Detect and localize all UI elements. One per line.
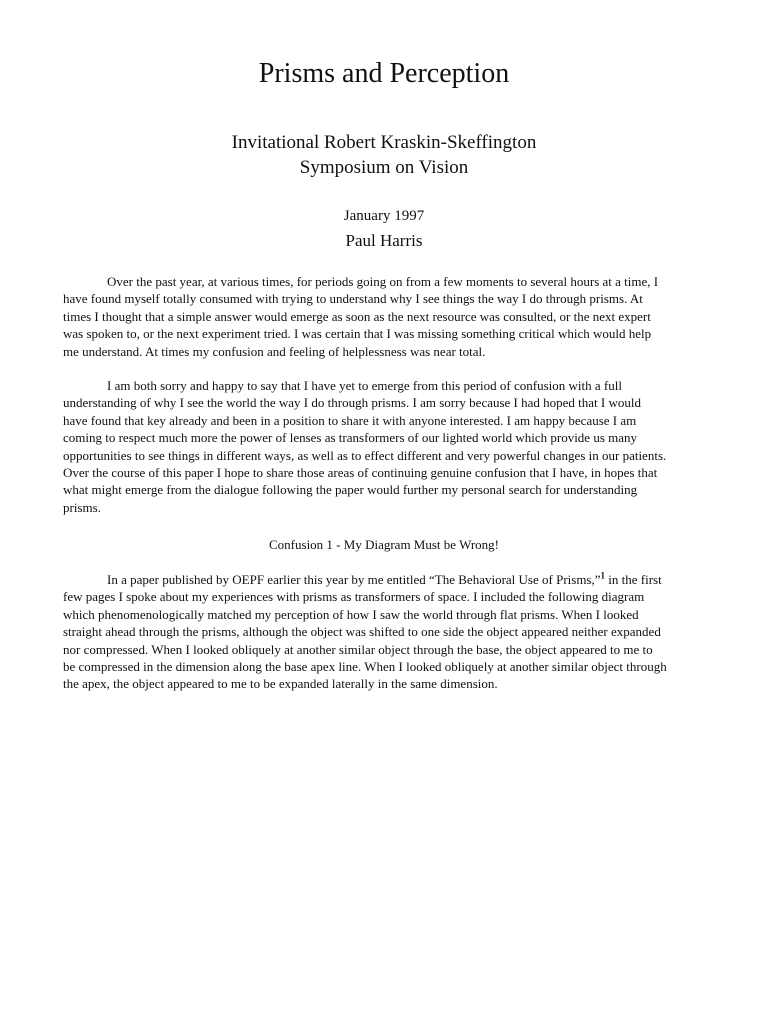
citation-text: In a paper published by OEPF earlier this year by me entitled “The Behavioral Use of Prisms,” xyxy=(107,572,601,587)
paragraph-line: straight ahead through the prisms, although the object was shifted to one side the object appeared neither expanded xyxy=(63,624,661,640)
subtitle-line: Invitational Robert Kraskin-Skeffington xyxy=(231,132,537,153)
paragraph-intro xyxy=(63,273,709,360)
paragraph-line: what might emerge from the dialogue following the paper would further my personal search for understanding xyxy=(63,482,638,498)
footnote-marker[interactable]: 1 xyxy=(600,570,606,581)
document-title: Prisms and Perception xyxy=(258,58,510,89)
paragraph-line: be compressed in the dimension along the base apex line. When I looked obliquely at another similar object through xyxy=(63,659,667,675)
paragraph-line: I am both sorry and happy to say that I have yet to emerge from this period of confusion with a full xyxy=(107,378,622,393)
paragraph-line: have found that key already and been in a position to share it with anyone interested. I am happy because I am xyxy=(63,412,637,428)
paragraph-line: which phenomenologically matched my perception of how I saw the world through flat prisms. When I looked xyxy=(63,606,639,622)
document-author: Paul Harris xyxy=(345,231,423,250)
paragraph-line xyxy=(63,571,709,588)
paragraph-line: the apex, the object appeared to me to be expanded laterally in the same dimension. xyxy=(63,676,498,692)
paragraph-sorry-happy xyxy=(63,377,709,516)
citation-continuation: in the first xyxy=(605,572,662,587)
subtitle-line: Symposium on Vision xyxy=(299,157,469,178)
paragraph-line: coming to respect much more the power of lenses as transformers of our lighted world which provide us many xyxy=(63,430,638,446)
paragraph-line: nor compressed. When I looked obliquely at another similar object through the base, the object appeared to me to xyxy=(63,641,653,657)
paragraph-line: times I thought that a simple answer would emerge as soon as the next resource was consulted, or the next expert xyxy=(63,308,651,324)
paragraph-line: few pages I spoke about my experiences with prisms as transformers of space. I included the following diagram xyxy=(63,589,645,605)
paragraph-line: have found myself totally consumed with trying to understand why I see things the way I do through prisms. At xyxy=(63,291,643,307)
paragraph-line: Over the past year, at various times, for periods going on from a few moments to several hours at a time, I xyxy=(107,274,659,289)
document-date: January 1997 xyxy=(343,208,425,224)
paragraph-line: opportunities to see things in different ways, as well as to effect different and very powerful changes in our patients. xyxy=(63,447,667,463)
paragraph-line: prisms. xyxy=(63,499,101,515)
document-subtitle xyxy=(0,130,768,180)
paragraph-line: was spoken to, or the next experiment tried. I was certain that I was missing something critical which would help xyxy=(63,326,652,342)
section-heading: Confusion 1 - My Diagram Must be Wrong! xyxy=(269,537,499,552)
paragraph-line: me understand. At times my confusion and feeling of helplessness was near total. xyxy=(63,343,486,359)
paragraph-line: understanding of why I see the world the way I do through prisms. I am sorry because I had hoped that I would xyxy=(63,395,641,411)
paragraph-line: Over the course of this paper I hope to share those areas of continuing genuine confusion that I have, in hopes that xyxy=(63,465,658,481)
paragraph-diagram xyxy=(63,571,709,693)
